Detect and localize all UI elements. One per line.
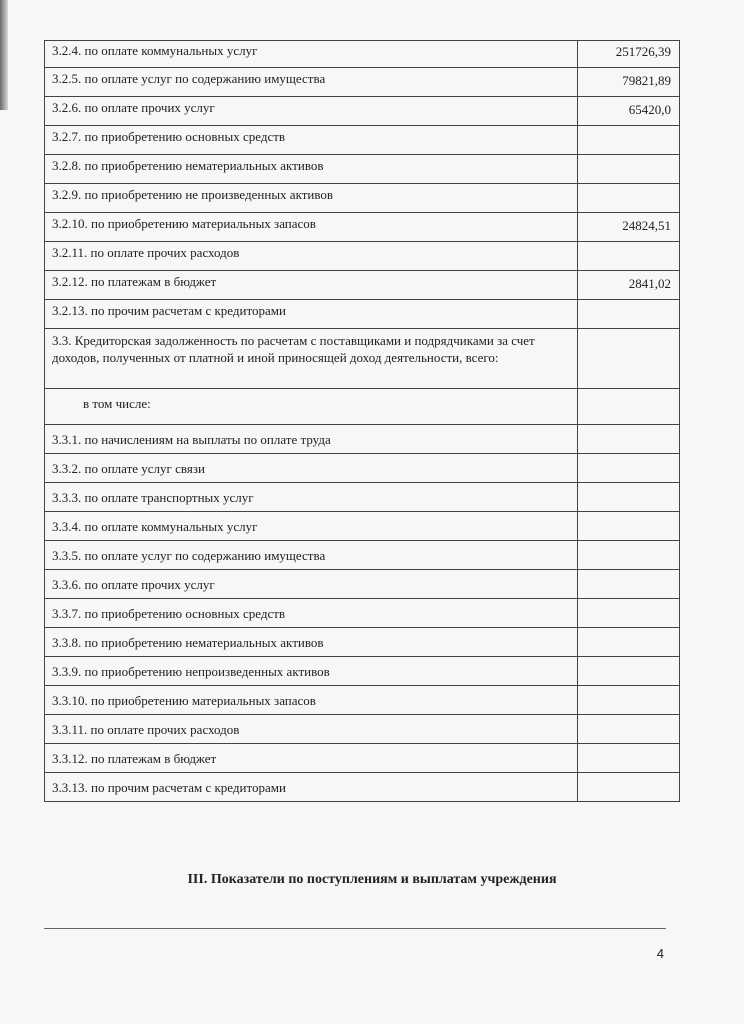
- table-row: [45, 184, 680, 213]
- row-amount: 24824,51: [578, 213, 680, 242]
- row-label: 3.3.2. по оплате услуг связи: [45, 454, 578, 483]
- table-row: [45, 242, 680, 271]
- row-amount: [578, 184, 680, 213]
- table-row: [45, 41, 680, 68]
- table-row: [45, 155, 680, 184]
- table-row: [45, 425, 680, 454]
- row-label: 3.2.12. по платежам в бюджет: [45, 271, 578, 300]
- row-label: 3.2.13. по прочим расчетам с кредиторами: [45, 300, 578, 329]
- table-row: [45, 213, 680, 242]
- row-amount: 65420,0: [578, 97, 680, 126]
- row-label: 3.2.10. по приобретению материальных запасов: [45, 213, 578, 242]
- table-row: [45, 68, 680, 97]
- section-title: III. Показатели по поступлениям и выплатам учреждения: [187, 872, 557, 887]
- table-row: [45, 329, 680, 389]
- row-amount: [578, 657, 680, 686]
- row-label: 3.3. Кредиторская задолженность по расчетам с поставщиками и подрядчиками за счет доходов, полученных от платной и иной приносящей доход деятельности, всего:: [45, 329, 578, 389]
- row-amount: [578, 686, 680, 715]
- row-label: 3.3.10. по приобретению материальных запасов: [45, 686, 578, 715]
- table-row: [45, 389, 680, 425]
- table-row: [45, 773, 680, 802]
- row-label: 3.3.6. по оплате прочих услуг: [45, 570, 578, 599]
- row-label: 3.2.4. по оплате коммунальных услуг: [45, 41, 578, 68]
- row-amount: [578, 628, 680, 657]
- table-row: [45, 97, 680, 126]
- row-amount: [578, 483, 680, 512]
- row-amount: 2841,02: [578, 271, 680, 300]
- row-label: 3.3.12. по платежам в бюджет: [45, 744, 578, 773]
- row-label: в том числе:: [45, 389, 578, 425]
- row-amount: [578, 599, 680, 628]
- row-label: 3.3.8. по приобретению нематериальных активов: [45, 628, 578, 657]
- row-label: 3.3.13. по прочим расчетам с кредиторами: [45, 773, 578, 802]
- row-label: 3.3.3. по оплате транспортных услуг: [45, 483, 578, 512]
- page-number: 4: [656, 946, 664, 961]
- scan-edge-shadow: [0, 0, 8, 110]
- row-amount: [578, 744, 680, 773]
- divider: [44, 928, 666, 929]
- row-label: 3.3.5. по оплате услуг по содержанию имущества: [45, 541, 578, 570]
- row-amount: [578, 512, 680, 541]
- table-row: [45, 686, 680, 715]
- row-label: 3.2.11. по оплате прочих расходов: [45, 242, 578, 271]
- row-label: 3.2.5. по оплате услуг по содержанию имущества: [45, 68, 578, 97]
- table-row: [45, 628, 680, 657]
- table-row: [45, 271, 680, 300]
- row-amount: [578, 715, 680, 744]
- table-row: [45, 300, 680, 329]
- row-label: 3.2.6. по оплате прочих услуг: [45, 97, 578, 126]
- row-amount: [578, 242, 680, 271]
- row-label: 3.2.7. по приобретению основных средств: [45, 126, 578, 155]
- table-row: [45, 599, 680, 628]
- row-label: 3.3.7. по приобретению основных средств: [45, 599, 578, 628]
- table-row: [45, 541, 680, 570]
- table-row: [45, 512, 680, 541]
- row-label: 3.3.9. по приобретению непроизведенных активов: [45, 657, 578, 686]
- table-row: [45, 657, 680, 686]
- table-row: [45, 570, 680, 599]
- row-amount: [578, 454, 680, 483]
- table-row: [45, 715, 680, 744]
- table-row: [45, 744, 680, 773]
- row-amount: [578, 389, 680, 425]
- row-label: 3.2.9. по приобретению не произведенных активов: [45, 184, 578, 213]
- row-amount: [578, 126, 680, 155]
- row-amount: [578, 300, 680, 329]
- row-amount: 251726,39: [578, 41, 680, 68]
- table-row: [45, 126, 680, 155]
- row-amount: [578, 570, 680, 599]
- row-label: 3.2.8. по приобретению нематериальных активов: [45, 155, 578, 184]
- row-amount: [578, 773, 680, 802]
- table-row: [45, 483, 680, 512]
- row-label: 3.3.4. по оплате коммунальных услуг: [45, 512, 578, 541]
- row-amount: [578, 329, 680, 389]
- row-amount: [578, 155, 680, 184]
- table-row: [45, 454, 680, 483]
- row-amount: 79821,89: [578, 68, 680, 97]
- row-amount: [578, 425, 680, 454]
- debt-table: [44, 40, 680, 802]
- row-label: 3.3.11. по оплате прочих расходов: [45, 715, 578, 744]
- row-label: 3.3.1. по начислениям на выплаты по оплате труда: [45, 425, 578, 454]
- row-amount: [578, 541, 680, 570]
